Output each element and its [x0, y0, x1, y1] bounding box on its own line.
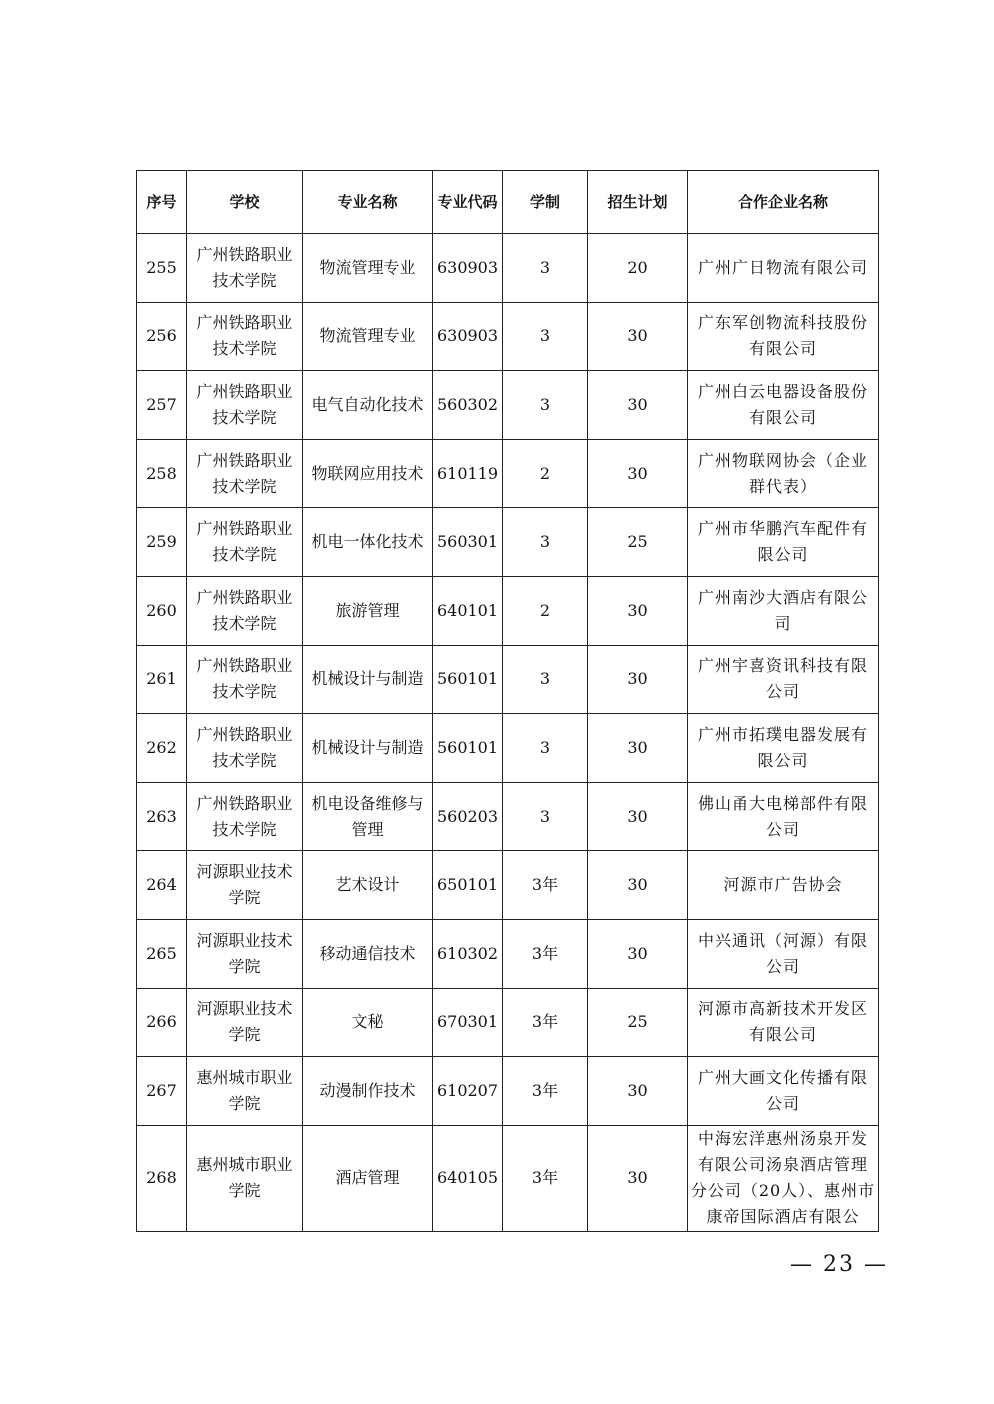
cell-school: 河源职业技术学院: [187, 919, 303, 988]
cell-no: 257: [137, 371, 187, 440]
header-no: 序号: [137, 171, 187, 234]
cell-no: 258: [137, 439, 187, 508]
cell-years: 3年: [503, 1057, 588, 1126]
table-row: [137, 576, 879, 645]
header-years: 学制: [503, 171, 588, 234]
cell-major: 机械设计与制造: [303, 714, 433, 783]
cell-years: 3: [503, 371, 588, 440]
cell-school: 广州铁路职业技术学院: [187, 439, 303, 508]
cell-partner: 广州宇喜资讯科技有限公司: [688, 645, 879, 714]
enrollment-table-container: [136, 170, 879, 1232]
cell-years: 3: [503, 645, 588, 714]
table-header-row: [137, 171, 879, 234]
cell-years: 2: [503, 439, 588, 508]
cell-major: 物联网应用技术: [303, 439, 433, 508]
header-major: 专业名称: [303, 171, 433, 234]
cell-partner: 佛山甬大电梯部件有限公司: [688, 782, 879, 851]
cell-no: 259: [137, 508, 187, 577]
cell-code: 610302: [433, 919, 503, 988]
cell-plan: 30: [588, 302, 688, 371]
table-row: [137, 851, 879, 920]
cell-school: 广州铁路职业技术学院: [187, 234, 303, 303]
cell-partner: 广州南沙大酒店有限公司: [688, 576, 879, 645]
cell-major: 物流管理专业: [303, 234, 433, 303]
table-row: [137, 988, 879, 1057]
cell-partner: 广州广日物流有限公司: [688, 234, 879, 303]
cell-no: 256: [137, 302, 187, 371]
table-row: [137, 919, 879, 988]
cell-major: 机电设备维修与管理: [303, 782, 433, 851]
cell-partner: 广州白云电器设备股份有限公司: [688, 371, 879, 440]
cell-no: 263: [137, 782, 187, 851]
cell-code: 650101: [433, 851, 503, 920]
cell-partner: 河源市广告协会: [688, 851, 879, 920]
cell-years: 3年: [503, 1125, 588, 1231]
cell-school: 惠州城市职业学院: [187, 1057, 303, 1126]
cell-partner: 广州物联网协会（企业群代表）: [688, 439, 879, 508]
cell-code: 610119: [433, 439, 503, 508]
cell-plan: 30: [588, 1057, 688, 1126]
cell-code: 560203: [433, 782, 503, 851]
cell-plan: 20: [588, 234, 688, 303]
table-row: [137, 371, 879, 440]
cell-no: 261: [137, 645, 187, 714]
cell-major: 酒店管理: [303, 1125, 433, 1231]
cell-school: 广州铁路职业技术学院: [187, 302, 303, 371]
cell-years: 3年: [503, 988, 588, 1057]
cell-no: 260: [137, 576, 187, 645]
cell-major: 文秘: [303, 988, 433, 1057]
cell-major: 移动通信技术: [303, 919, 433, 988]
cell-no: 265: [137, 919, 187, 988]
cell-no: 267: [137, 1057, 187, 1126]
cell-plan: 30: [588, 851, 688, 920]
table-row: [137, 439, 879, 508]
cell-school: 广州铁路职业技术学院: [187, 576, 303, 645]
cell-plan: 30: [588, 371, 688, 440]
cell-plan: 25: [588, 988, 688, 1057]
cell-major: 艺术设计: [303, 851, 433, 920]
cell-no: 255: [137, 234, 187, 303]
page-number: — 23 —: [790, 1252, 888, 1277]
cell-plan: 30: [588, 576, 688, 645]
header-school: 学校: [187, 171, 303, 234]
cell-years: 3: [503, 508, 588, 577]
header-plan: 招生计划: [588, 171, 688, 234]
table-row: [137, 508, 879, 577]
cell-no: 262: [137, 714, 187, 783]
cell-years: 3: [503, 234, 588, 303]
cell-partner: 河源市高新技术开发区有限公司: [688, 988, 879, 1057]
cell-code: 560101: [433, 645, 503, 714]
cell-years: 3年: [503, 851, 588, 920]
cell-code: 640101: [433, 576, 503, 645]
cell-years: 3: [503, 782, 588, 851]
cell-years: 3: [503, 714, 588, 783]
cell-plan: 30: [588, 714, 688, 783]
table-row: [137, 1057, 879, 1126]
cell-school: 广州铁路职业技术学院: [187, 645, 303, 714]
cell-code: 640105: [433, 1125, 503, 1231]
cell-code: 670301: [433, 988, 503, 1057]
cell-school: 河源职业技术学院: [187, 851, 303, 920]
cell-years: 3: [503, 302, 588, 371]
cell-no: 266: [137, 988, 187, 1057]
cell-major: 旅游管理: [303, 576, 433, 645]
cell-major: 机械设计与制造: [303, 645, 433, 714]
cell-major: 机电一体化技术: [303, 508, 433, 577]
cell-plan: 30: [588, 439, 688, 508]
cell-school: 广州铁路职业技术学院: [187, 371, 303, 440]
cell-school: 广州铁路职业技术学院: [187, 508, 303, 577]
cell-partner: 中兴通讯（河源）有限公司: [688, 919, 879, 988]
table-row: [137, 645, 879, 714]
cell-no: 268: [137, 1125, 187, 1231]
cell-plan: 30: [588, 645, 688, 714]
cell-plan: 30: [588, 1125, 688, 1231]
cell-plan: 30: [588, 919, 688, 988]
header-code: 专业代码: [433, 171, 503, 234]
table-row: [137, 782, 879, 851]
table-row: [137, 234, 879, 303]
cell-code: 630903: [433, 302, 503, 371]
cell-major: 电气自动化技术: [303, 371, 433, 440]
cell-partner: 广州大画文化传播有限公司: [688, 1057, 879, 1126]
cell-partner: 广州市华鹏汽车配件有限公司: [688, 508, 879, 577]
cell-code: 610207: [433, 1057, 503, 1126]
cell-years: 2: [503, 576, 588, 645]
cell-school: 广州铁路职业技术学院: [187, 714, 303, 783]
cell-code: 630903: [433, 234, 503, 303]
cell-school: 河源职业技术学院: [187, 988, 303, 1057]
header-partner: 合作企业名称: [688, 171, 879, 234]
cell-school: 惠州城市职业学院: [187, 1125, 303, 1231]
cell-plan: 30: [588, 782, 688, 851]
cell-major: 动漫制作技术: [303, 1057, 433, 1126]
table-row: [137, 1125, 879, 1231]
table-row: [137, 302, 879, 371]
cell-partner: 广州市拓璞电器发展有限公司: [688, 714, 879, 783]
cell-code: 560302: [433, 371, 503, 440]
cell-partner: 广东军创物流科技股份有限公司: [688, 302, 879, 371]
table-row: [137, 714, 879, 783]
cell-partner: 中海宏洋惠州汤泉开发有限公司汤泉酒店管理分公司（20人）、惠州市康帝国际酒店有限公: [688, 1125, 879, 1231]
cell-no: 264: [137, 851, 187, 920]
cell-code: 560301: [433, 508, 503, 577]
cell-plan: 25: [588, 508, 688, 577]
cell-major: 物流管理专业: [303, 302, 433, 371]
cell-years: 3年: [503, 919, 588, 988]
cell-school: 广州铁路职业技术学院: [187, 782, 303, 851]
enrollment-table: [136, 170, 879, 1232]
cell-code: 560101: [433, 714, 503, 783]
